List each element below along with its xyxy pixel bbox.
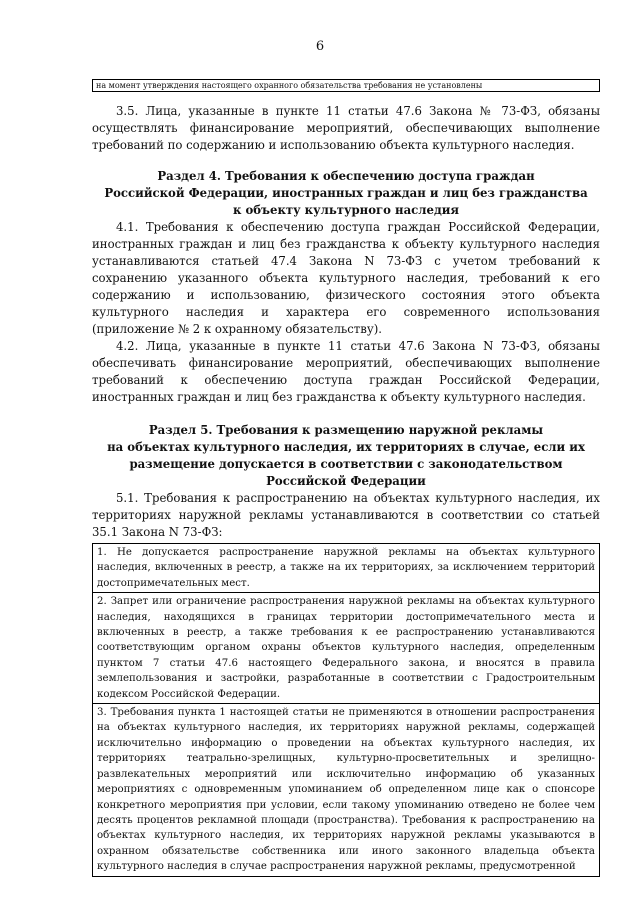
quote-item-3: 3. Требования пункта 1 настоящей статьи не применяются в отношении распространения на объектах культурного наследия, их территориях наружной рекламы, содержащей исключительно информацию о проведении на объектах культурного наследия, их территориях театрально-зрелищных, культурно-просветительных и зрелищно-развлекательных мероприятий или исключительно информацию об указанных мероприятиях с одновременным упоминанием об определенном лице как о спонсоре конкретного мероприятия при условии, если такому упоминанию отведено не более чем десять процентов рекламной площади (пространства). Требования к распространению на объектах культурного наследия, их территориях наружной рекламы указываются в охранном обязательстве собственника или иного законного владельца объекта культурного наследия в случае распространения наружной рекламы, предусмотренной xyxy=(97,707,595,873)
document-body xyxy=(92,103,600,877)
section-5-heading xyxy=(92,422,600,490)
quote-item-1: 1. Не допускается распространение наружной рекламы на объектах культурного наследия, включенных в реестр, а также на их территориях, за исключением территорий достопримечательных мест. xyxy=(97,547,595,589)
paragraph-4-1: 4.1. Требования к обеспечению доступа граждан Российской Федерации, иностранных граждан и лиц без гражданства к объекту культурного наследия устанавливаются статьей 47.4 Закона N 73-ФЗ с учетом требований к сохранению указанного объекта культурного наследия, требований к его содержанию и использованию, физического состояния этого объекта культурного наследия и характера его современного использования (приложение № 2 к охранному обязательству). xyxy=(92,220,600,336)
page-number: 6 xyxy=(315,39,325,54)
quote-divider xyxy=(93,703,599,704)
quote-divider xyxy=(93,592,599,593)
law-quote-box xyxy=(92,543,600,877)
quote-item-2: 2. Запрет или ограничение распространения наружной рекламы на объектах культурного наследия, находящихся в границах территории достопримечательного места и включенных в реестр, а также требования к ее распространению устанавливаются соответствующим органом охраны объектов культурного наследия, определенным пунктом 7 статьи 47.6 настоящего Федерального закона, и вносятся в правила землепользования и застройки, разработанные в соответствии с Градостроительным кодексом Российской Федерации. xyxy=(97,596,595,700)
heading-line: Российской Федерации xyxy=(266,474,426,488)
paragraph-3-5: 3.5. Лица, указанные в пункте 11 статьи 47.6 Закона № 73-ФЗ, обязаны осуществлять финансирование мероприятий, обеспечивающих выполнение требований по содержанию и использованию объекта культурного наследия. xyxy=(92,104,600,152)
heading-line: на объектах культурного наследия, их территориях в случае, если их xyxy=(107,440,585,454)
heading-line: к объекту культурного наследия xyxy=(232,203,460,217)
heading-line: Раздел 5. Требования к размещению наружной рекламы xyxy=(148,423,544,437)
top-note-box: на момент утверждения настоящего охранного обязательства требования не установлены xyxy=(92,79,600,92)
paragraph-5-1: 5.1. Требования к распространению на объектах культурного наследия, их территориях наружной рекламы устанавливаются в соответствии со статьей 35.1 Закона N 73-ФЗ: xyxy=(92,491,600,539)
paragraph-4-2: 4.2. Лица, указанные в пункте 11 статьи 47.6 Закона N 73-ФЗ, обязаны обеспечивать финансирование мероприятий, обеспечивающих выполнение требований к обеспечению доступа граждан Российской Федерации, иностранных граждан и лиц без гражданства к объекту культурного наследия. xyxy=(92,339,600,404)
heading-line: размещение допускается в соответствии с законодательством xyxy=(129,457,563,471)
section-4-heading xyxy=(92,168,600,219)
heading-line: Российской Федерации, иностранных граждан и лиц без гражданства xyxy=(104,186,588,200)
heading-line: Раздел 4. Требования к обеспечению доступа граждан xyxy=(157,169,535,183)
